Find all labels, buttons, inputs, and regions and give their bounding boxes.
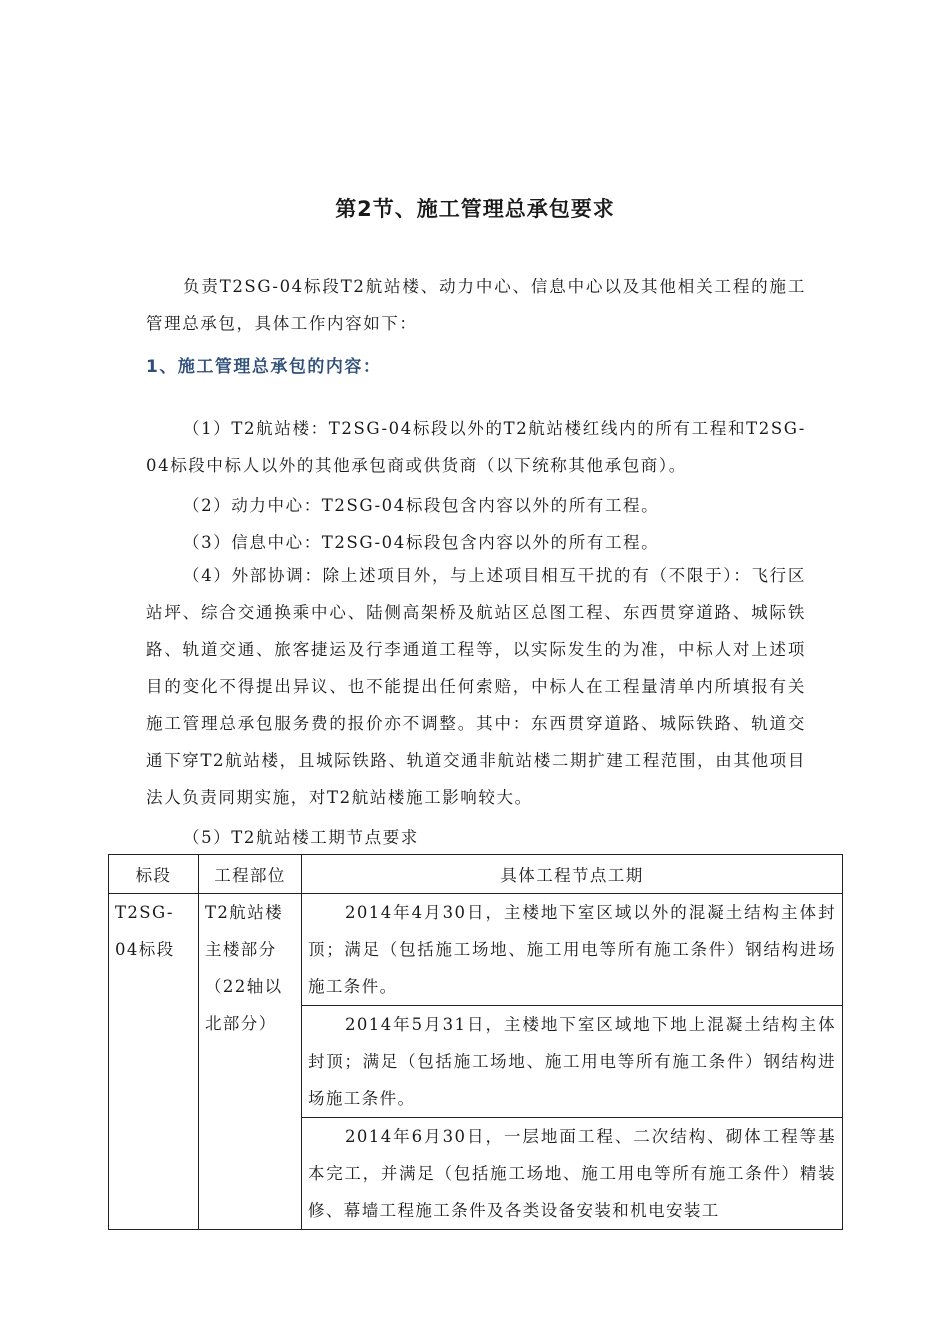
item-external-coordination: （4）外部协调：除上述项目外，与上述项目相互干扰的有（不限于）：飞行区站坪、综合交通换乘中心、陆侧高架桥及航站区总图工程、东西贯穿道路、城际铁路、轨道交通、旅客捷运及行李通道工程等，以实际发生的为准，中标人对上述项目的变化不得提出异议、也不能提出任何索赔，中标人在工程量清单内所填报有关施工管理总承包服务费的报价亦不调整。其中：东西贯穿道路、城际铁路、轨道交通下穿T2航站楼，且城际铁路、轨道交通非航站楼二期扩建工程范围，由其他项目法人负责同期实施，对T2航站楼施工影响较大。 (146, 566, 806, 807)
header-section: 标段 (109, 855, 199, 894)
header-milestones: 具体工程节点工期 (302, 855, 843, 894)
item-info-center: （3）信息中心：T2SG-04标段包含内容以外的所有工程。 (183, 533, 660, 552)
milestone-text: 2014年5月31日，主楼地下室区域地下地上混凝土结构主体封顶；满足（包括施工场地、施工用电等所有施工条件）钢结构进场施工条件。 (308, 1015, 836, 1108)
item-t2-terminal: （1）T2航站楼：T2SG-04标段以外的T2航站楼红线内的所有工程和T2SG-04标段中标人以外的其他承包商或供货商（以下统称其他承包商）。 (146, 419, 806, 475)
milestone-text: 2014年4月30日，主楼地下室区域以外的混凝土结构主体封顶；满足（包括施工场地、施工用电等所有施工条件）钢结构进场施工条件。 (308, 903, 836, 996)
cell-milestone (302, 1118, 843, 1230)
cell-section: T2SG-04标段 (109, 894, 199, 1230)
table-header-row (109, 855, 843, 894)
table-row (109, 894, 843, 1006)
section-title: 第2节、施工管理总承包要求 (335, 197, 615, 221)
cell-milestone (302, 1006, 843, 1118)
intro-paragraph: 负责T2SG-04标段T2航站楼、动力中心、信息中心以及其他相关工程的施工管理总承包，具体工作内容如下： (146, 277, 806, 333)
item-schedule-heading: （5）T2航站楼工期节点要求 (183, 828, 419, 847)
milestone-text: 2014年6月30日，一层地面工程、二次结构、砌体工程等基本完工，并满足（包括施工场地、施工用电等所有施工条件）精装修、幕墙工程施工条件及各类设备安装和机电安装工 (308, 1127, 836, 1220)
header-part: 工程部位 (199, 855, 302, 894)
section-heading: 1、施工管理总承包的内容： (146, 357, 382, 377)
cell-part: T2航站楼主楼部分（22轴以北部分） (199, 894, 302, 1230)
item-power-center: （2）动力中心：T2SG-04标段包含内容以外的所有工程。 (183, 496, 660, 515)
cell-milestone (302, 894, 843, 1006)
schedule-table (108, 854, 843, 1230)
